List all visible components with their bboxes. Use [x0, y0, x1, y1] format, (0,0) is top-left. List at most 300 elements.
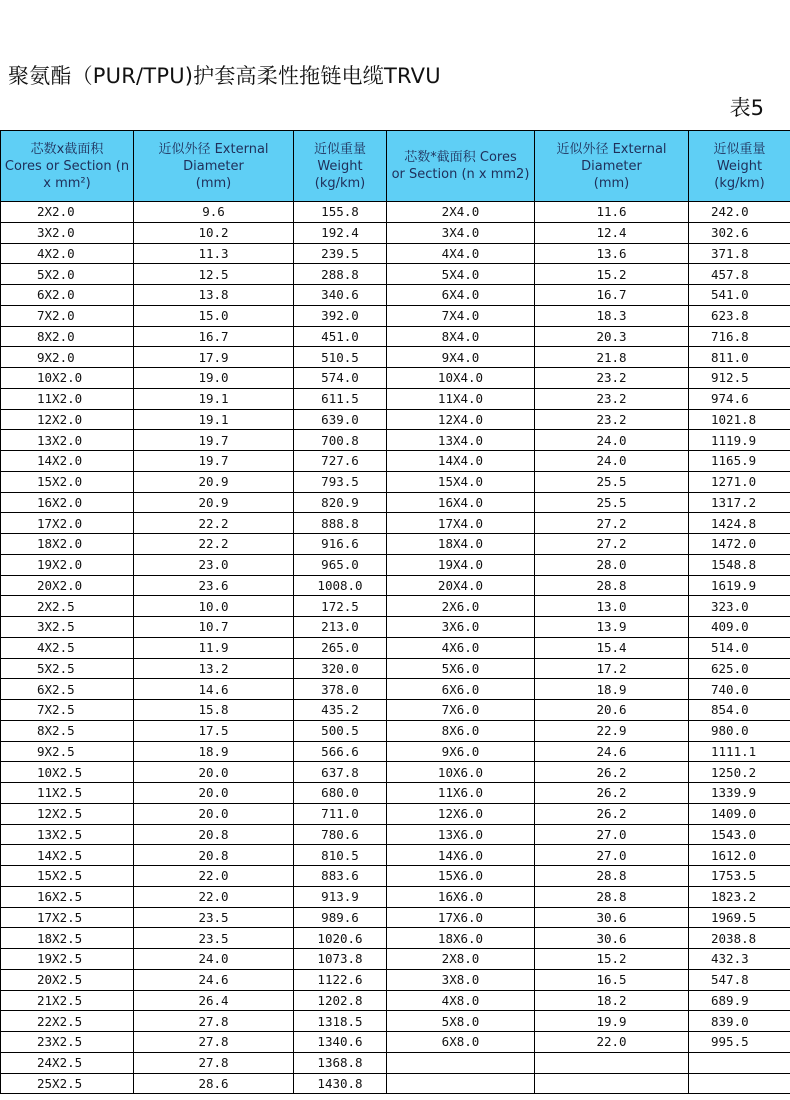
- cell-external-diameter: 16.7: [134, 326, 294, 347]
- cell-weight: 1340.6: [294, 1032, 387, 1053]
- cell-external-diameter: 13.6: [535, 243, 689, 264]
- cell-cores-section: 15X4.0: [387, 471, 535, 492]
- cell-external-diameter: 23.5: [134, 907, 294, 928]
- cell-weight: 1619.9: [689, 575, 790, 596]
- cell-external-diameter: 15.2: [535, 264, 689, 285]
- cell-external-diameter: 30.6: [535, 907, 689, 928]
- table-header-row: [1, 131, 790, 202]
- table-row: [1, 575, 790, 596]
- table-row: [1, 451, 790, 472]
- cell-cores-section: 8X4.0: [387, 326, 535, 347]
- table-row: [1, 388, 790, 409]
- cell-weight: 192.4: [294, 222, 387, 243]
- cell-external-diameter: 20.0: [134, 762, 294, 783]
- cell-cores-section: 18X4.0: [387, 534, 535, 555]
- cell-cores-section: 6X2.5: [1, 679, 134, 700]
- header-external-diameter: 近似外径 External Diameter (mm): [535, 131, 689, 202]
- cell-weight: 239.5: [294, 243, 387, 264]
- cell-external-diameter: 24.0: [134, 949, 294, 970]
- cell-cores-section: 16X4.0: [387, 492, 535, 513]
- cell-weight: 637.8: [294, 762, 387, 783]
- cell-cores-section: 24X2.5: [1, 1052, 134, 1073]
- cell-weight: 793.5: [294, 471, 387, 492]
- table-row: [1, 1011, 790, 1032]
- cell-external-diameter: 13.2: [134, 658, 294, 679]
- table-row: [1, 513, 790, 534]
- cell-external-diameter: 22.0: [134, 866, 294, 887]
- cell-external-diameter: 26.2: [535, 783, 689, 804]
- cell-cores-section: 10X6.0: [387, 762, 535, 783]
- table-row: [1, 637, 790, 658]
- cell-cores-section: 23X2.5: [1, 1032, 134, 1053]
- cell-external-diameter: 12.4: [535, 222, 689, 243]
- cell-external-diameter: 22.0: [134, 886, 294, 907]
- cell-cores-section: 22X2.5: [1, 1011, 134, 1032]
- table-row: [1, 990, 790, 1011]
- cell-weight: 1543.0: [689, 824, 790, 845]
- cell-external-diameter: [535, 1073, 689, 1094]
- cell-cores-section: 20X4.0: [387, 575, 535, 596]
- cell-weight: 1430.8: [294, 1073, 387, 1094]
- cell-external-diameter: 23.5: [134, 928, 294, 949]
- cell-cores-section: 15X6.0: [387, 866, 535, 887]
- cell-cores-section: 3X4.0: [387, 222, 535, 243]
- cell-external-diameter: 15.0: [134, 305, 294, 326]
- table-row: [1, 907, 790, 928]
- cell-weight: 1008.0: [294, 575, 387, 596]
- cell-cores-section: 6X2.0: [1, 285, 134, 306]
- cell-cores-section: 14X4.0: [387, 451, 535, 472]
- cell-external-diameter: 27.8: [134, 1052, 294, 1073]
- cell-external-diameter: 10.0: [134, 596, 294, 617]
- table-row: [1, 762, 790, 783]
- cable-spec-table: [0, 130, 790, 1094]
- cell-external-diameter: 24.0: [535, 430, 689, 451]
- table-row: [1, 928, 790, 949]
- cell-weight: 302.6: [689, 222, 790, 243]
- cell-external-diameter: 10.2: [134, 222, 294, 243]
- cell-weight: 611.5: [294, 388, 387, 409]
- table-row: [1, 243, 790, 264]
- cell-cores-section: 20X2.0: [1, 575, 134, 596]
- cell-weight: 1020.6: [294, 928, 387, 949]
- table-row: [1, 679, 790, 700]
- cell-external-diameter: 28.8: [535, 886, 689, 907]
- cell-weight: 810.5: [294, 845, 387, 866]
- cell-external-diameter: 19.0: [134, 368, 294, 389]
- cell-cores-section: 2X8.0: [387, 949, 535, 970]
- cell-weight: 432.3: [689, 949, 790, 970]
- table-row: [1, 866, 790, 887]
- cell-cores-section: 9X6.0: [387, 741, 535, 762]
- cell-cores-section: 10X4.0: [387, 368, 535, 389]
- cell-external-diameter: 15.8: [134, 700, 294, 721]
- cell-weight: 716.8: [689, 326, 790, 347]
- cell-external-diameter: 27.0: [535, 845, 689, 866]
- cell-weight: 1548.8: [689, 554, 790, 575]
- cell-weight: 974.6: [689, 388, 790, 409]
- cell-external-diameter: 27.2: [535, 513, 689, 534]
- cell-cores-section: 17X6.0: [387, 907, 535, 928]
- cell-cores-section: 10X2.0: [1, 368, 134, 389]
- cell-cores-section: 19X4.0: [387, 554, 535, 575]
- cell-weight: 689.9: [689, 990, 790, 1011]
- cell-weight: 323.0: [689, 596, 790, 617]
- table-row: [1, 596, 790, 617]
- table-row: [1, 803, 790, 824]
- cell-external-diameter: 13.8: [134, 285, 294, 306]
- cell-cores-section: 8X2.0: [1, 326, 134, 347]
- cell-weight: 854.0: [689, 700, 790, 721]
- table-row: [1, 471, 790, 492]
- header-weight: 近似重量 Weight (kg/km): [689, 131, 790, 202]
- cell-cores-section: 2X2.0: [1, 202, 134, 223]
- cell-weight: 1612.0: [689, 845, 790, 866]
- cell-external-diameter: 23.2: [535, 388, 689, 409]
- cell-external-diameter: 28.8: [535, 575, 689, 596]
- cell-external-diameter: 11.3: [134, 243, 294, 264]
- cell-cores-section: 8X6.0: [387, 720, 535, 741]
- cell-weight: 1073.8: [294, 949, 387, 970]
- cell-cores-section: 12X4.0: [387, 409, 535, 430]
- cell-cores-section: 12X2.5: [1, 803, 134, 824]
- cell-external-diameter: 20.3: [535, 326, 689, 347]
- cell-cores-section: 15X2.5: [1, 866, 134, 887]
- cell-cores-section: 20X2.5: [1, 969, 134, 990]
- cell-cores-section: [387, 1052, 535, 1073]
- cell-cores-section: 18X2.5: [1, 928, 134, 949]
- cell-weight: 700.8: [294, 430, 387, 451]
- table-number: 表5: [729, 96, 764, 120]
- table-row: [1, 969, 790, 990]
- cell-weight: 510.5: [294, 347, 387, 368]
- cell-external-diameter: [535, 1052, 689, 1073]
- cell-external-diameter: 28.6: [134, 1073, 294, 1094]
- table-row: [1, 741, 790, 762]
- cell-cores-section: 13X2.5: [1, 824, 134, 845]
- cell-external-diameter: 15.2: [535, 949, 689, 970]
- cell-external-diameter: 20.6: [535, 700, 689, 721]
- cell-cores-section: 14X2.0: [1, 451, 134, 472]
- table-row: [1, 409, 790, 430]
- cell-weight: 155.8: [294, 202, 387, 223]
- cell-weight: 320.0: [294, 658, 387, 679]
- cell-external-diameter: 23.2: [535, 409, 689, 430]
- cell-weight: 727.6: [294, 451, 387, 472]
- cell-external-diameter: 22.0: [535, 1032, 689, 1053]
- cell-external-diameter: 22.2: [134, 534, 294, 555]
- page-title: 聚氨酯（PUR/TPU)护套高柔性拖链电缆TRVU: [8, 64, 441, 88]
- cell-cores-section: 4X2.0: [1, 243, 134, 264]
- cell-cores-section: 16X6.0: [387, 886, 535, 907]
- header-cores-section: 芯数x截面积 Cores or Section (n x mm²): [1, 131, 134, 202]
- cell-cores-section: 7X6.0: [387, 700, 535, 721]
- cell-weight: 1969.5: [689, 907, 790, 928]
- cell-weight: 711.0: [294, 803, 387, 824]
- cell-external-diameter: 22.2: [134, 513, 294, 534]
- cell-cores-section: 4X8.0: [387, 990, 535, 1011]
- cell-external-diameter: 9.6: [134, 202, 294, 223]
- cell-weight: 740.0: [689, 679, 790, 700]
- cell-weight: 1111.1: [689, 741, 790, 762]
- table-row: [1, 305, 790, 326]
- cell-external-diameter: 27.8: [134, 1032, 294, 1053]
- cell-external-diameter: 11.6: [535, 202, 689, 223]
- table-row: [1, 1073, 790, 1094]
- cell-external-diameter: 21.8: [535, 347, 689, 368]
- cell-external-diameter: 25.5: [535, 471, 689, 492]
- cell-weight: 457.8: [689, 264, 790, 285]
- cell-weight: 680.0: [294, 783, 387, 804]
- cell-weight: 625.0: [689, 658, 790, 679]
- table-row: [1, 824, 790, 845]
- cell-weight: 378.0: [294, 679, 387, 700]
- cell-cores-section: 25X2.5: [1, 1073, 134, 1094]
- cell-cores-section: 14X6.0: [387, 845, 535, 866]
- cell-external-diameter: 13.0: [535, 596, 689, 617]
- cell-weight: 639.0: [294, 409, 387, 430]
- cell-cores-section: 13X4.0: [387, 430, 535, 451]
- cell-cores-section: 5X2.0: [1, 264, 134, 285]
- cell-cores-section: 16X2.5: [1, 886, 134, 907]
- cell-weight: 371.8: [689, 243, 790, 264]
- cell-weight: 1318.5: [294, 1011, 387, 1032]
- cell-external-diameter: 16.5: [535, 969, 689, 990]
- table-row: [1, 658, 790, 679]
- table-body: [1, 202, 790, 1094]
- cell-external-diameter: 13.9: [535, 617, 689, 638]
- cell-weight: 409.0: [689, 617, 790, 638]
- cell-cores-section: 12X2.0: [1, 409, 134, 430]
- cell-cores-section: 7X2.0: [1, 305, 134, 326]
- cell-cores-section: 10X2.5: [1, 762, 134, 783]
- cell-weight: 547.8: [689, 969, 790, 990]
- cell-weight: 566.6: [294, 741, 387, 762]
- cell-external-diameter: 25.5: [535, 492, 689, 513]
- cell-external-diameter: 16.7: [535, 285, 689, 306]
- cell-weight: 451.0: [294, 326, 387, 347]
- cell-cores-section: 18X6.0: [387, 928, 535, 949]
- cell-cores-section: 15X2.0: [1, 471, 134, 492]
- table-row: [1, 534, 790, 555]
- cell-weight: 888.8: [294, 513, 387, 534]
- cell-weight: 1202.8: [294, 990, 387, 1011]
- cell-external-diameter: 24.6: [535, 741, 689, 762]
- cell-weight: 500.5: [294, 720, 387, 741]
- cell-cores-section: 18X2.0: [1, 534, 134, 555]
- table-row: [1, 430, 790, 451]
- cell-cores-section: 3X6.0: [387, 617, 535, 638]
- cell-weight: 1424.8: [689, 513, 790, 534]
- cell-external-diameter: 20.9: [134, 492, 294, 513]
- cell-cores-section: 21X2.5: [1, 990, 134, 1011]
- cell-cores-section: 17X2.5: [1, 907, 134, 928]
- cell-cores-section: 4X4.0: [387, 243, 535, 264]
- cell-external-diameter: 23.0: [134, 554, 294, 575]
- cell-external-diameter: 18.3: [535, 305, 689, 326]
- cell-cores-section: 7X4.0: [387, 305, 535, 326]
- table-row: [1, 617, 790, 638]
- cell-cores-section: 6X4.0: [387, 285, 535, 306]
- cell-cores-section: 12X6.0: [387, 803, 535, 824]
- cell-cores-section: [387, 1073, 535, 1094]
- cell-weight: 172.5: [294, 596, 387, 617]
- cell-weight: 1472.0: [689, 534, 790, 555]
- cell-external-diameter: 17.5: [134, 720, 294, 741]
- cell-weight: 340.6: [294, 285, 387, 306]
- cell-cores-section: 11X2.5: [1, 783, 134, 804]
- cell-weight: 1339.9: [689, 783, 790, 804]
- table-row: [1, 347, 790, 368]
- table-row: [1, 1052, 790, 1073]
- cell-external-diameter: 12.5: [134, 264, 294, 285]
- cell-cores-section: 5X2.5: [1, 658, 134, 679]
- cell-weight: 1119.9: [689, 430, 790, 451]
- cell-weight: 213.0: [294, 617, 387, 638]
- table-row: [1, 700, 790, 721]
- cell-cores-section: 4X6.0: [387, 637, 535, 658]
- table-row: [1, 949, 790, 970]
- cell-weight: 839.0: [689, 1011, 790, 1032]
- cell-weight: 980.0: [689, 720, 790, 741]
- cell-weight: 435.2: [294, 700, 387, 721]
- cell-external-diameter: 22.9: [535, 720, 689, 741]
- cell-weight: 912.5: [689, 368, 790, 389]
- table-row: [1, 222, 790, 243]
- cell-external-diameter: 26.4: [134, 990, 294, 1011]
- cell-weight: 1122.6: [294, 969, 387, 990]
- cell-weight: 2038.8: [689, 928, 790, 949]
- cell-weight: [689, 1052, 790, 1073]
- cell-cores-section: 13X2.0: [1, 430, 134, 451]
- cell-weight: 541.0: [689, 285, 790, 306]
- cell-cores-section: 16X2.0: [1, 492, 134, 513]
- header-external-diameter: 近似外径 External Diameter (mm): [134, 131, 294, 202]
- cell-cores-section: 2X2.5: [1, 596, 134, 617]
- cell-weight: [689, 1073, 790, 1094]
- cell-external-diameter: 14.6: [134, 679, 294, 700]
- cell-external-diameter: 28.0: [535, 554, 689, 575]
- cell-external-diameter: 24.0: [535, 451, 689, 472]
- cell-external-diameter: 17.2: [535, 658, 689, 679]
- cell-weight: 242.0: [689, 202, 790, 223]
- cell-weight: 265.0: [294, 637, 387, 658]
- cell-external-diameter: 26.2: [535, 803, 689, 824]
- header-weight: 近似重量 Weight (kg/km): [294, 131, 387, 202]
- table-row: [1, 326, 790, 347]
- cell-cores-section: 3X2.0: [1, 222, 134, 243]
- cell-external-diameter: 23.6: [134, 575, 294, 596]
- cell-cores-section: 6X6.0: [387, 679, 535, 700]
- cell-external-diameter: 18.2: [535, 990, 689, 1011]
- table-row: [1, 285, 790, 306]
- cell-cores-section: 2X6.0: [387, 596, 535, 617]
- table-row: [1, 783, 790, 804]
- cell-external-diameter: 27.8: [134, 1011, 294, 1032]
- cell-external-diameter: 30.6: [535, 928, 689, 949]
- cell-weight: 883.6: [294, 866, 387, 887]
- cell-weight: 1409.0: [689, 803, 790, 824]
- cell-cores-section: 5X4.0: [387, 264, 535, 285]
- cell-weight: 780.6: [294, 824, 387, 845]
- header-cores-section: 芯数*截面积 Cores or Section (n x mm2): [387, 131, 535, 202]
- cell-cores-section: 6X8.0: [387, 1032, 535, 1053]
- cell-cores-section: 11X4.0: [387, 388, 535, 409]
- cell-cores-section: 5X8.0: [387, 1011, 535, 1032]
- cell-external-diameter: 27.2: [535, 534, 689, 555]
- cell-external-diameter: 20.8: [134, 824, 294, 845]
- table-row: [1, 264, 790, 285]
- cell-cores-section: 4X2.5: [1, 637, 134, 658]
- cell-weight: 1823.2: [689, 886, 790, 907]
- cell-external-diameter: 28.8: [535, 866, 689, 887]
- table-row: [1, 368, 790, 389]
- table-row: [1, 554, 790, 575]
- cell-weight: 1368.8: [294, 1052, 387, 1073]
- cell-external-diameter: 10.7: [134, 617, 294, 638]
- cell-weight: 514.0: [689, 637, 790, 658]
- cell-weight: 288.8: [294, 264, 387, 285]
- cell-external-diameter: 15.4: [535, 637, 689, 658]
- cell-weight: 916.6: [294, 534, 387, 555]
- cell-external-diameter: 23.2: [535, 368, 689, 389]
- cell-external-diameter: 19.1: [134, 409, 294, 430]
- table-row: [1, 720, 790, 741]
- cell-cores-section: 9X2.0: [1, 347, 134, 368]
- cell-cores-section: 19X2.0: [1, 554, 134, 575]
- table-row: [1, 492, 790, 513]
- cell-weight: 1271.0: [689, 471, 790, 492]
- cell-weight: 820.9: [294, 492, 387, 513]
- cell-weight: 989.6: [294, 907, 387, 928]
- cell-external-diameter: 19.7: [134, 430, 294, 451]
- cell-cores-section: 9X4.0: [387, 347, 535, 368]
- cell-external-diameter: 18.9: [134, 741, 294, 762]
- cell-external-diameter: 27.0: [535, 824, 689, 845]
- cell-cores-section: 3X8.0: [387, 969, 535, 990]
- cell-external-diameter: 18.9: [535, 679, 689, 700]
- cell-weight: 623.8: [689, 305, 790, 326]
- cell-external-diameter: 20.0: [134, 783, 294, 804]
- cell-weight: 1021.8: [689, 409, 790, 430]
- cell-external-diameter: 19.1: [134, 388, 294, 409]
- cell-cores-section: 9X2.5: [1, 741, 134, 762]
- table-row: [1, 1032, 790, 1053]
- cell-weight: 1250.2: [689, 762, 790, 783]
- cell-weight: 1753.5: [689, 866, 790, 887]
- cell-weight: 811.0: [689, 347, 790, 368]
- cell-weight: 995.5: [689, 1032, 790, 1053]
- cell-external-diameter: 26.2: [535, 762, 689, 783]
- cell-weight: 965.0: [294, 554, 387, 575]
- cell-external-diameter: 11.9: [134, 637, 294, 658]
- cell-cores-section: 5X6.0: [387, 658, 535, 679]
- cell-weight: 1317.2: [689, 492, 790, 513]
- cell-cores-section: 3X2.5: [1, 617, 134, 638]
- cell-cores-section: 2X4.0: [387, 202, 535, 223]
- cell-cores-section: 8X2.5: [1, 720, 134, 741]
- cell-weight: 574.0: [294, 368, 387, 389]
- cell-cores-section: 13X6.0: [387, 824, 535, 845]
- table-row: [1, 845, 790, 866]
- cell-weight: 913.9: [294, 886, 387, 907]
- cell-external-diameter: 24.6: [134, 969, 294, 990]
- cell-cores-section: 11X6.0: [387, 783, 535, 804]
- cell-external-diameter: 20.8: [134, 845, 294, 866]
- cell-external-diameter: 19.9: [535, 1011, 689, 1032]
- cell-cores-section: 17X2.0: [1, 513, 134, 534]
- cell-cores-section: 17X4.0: [387, 513, 535, 534]
